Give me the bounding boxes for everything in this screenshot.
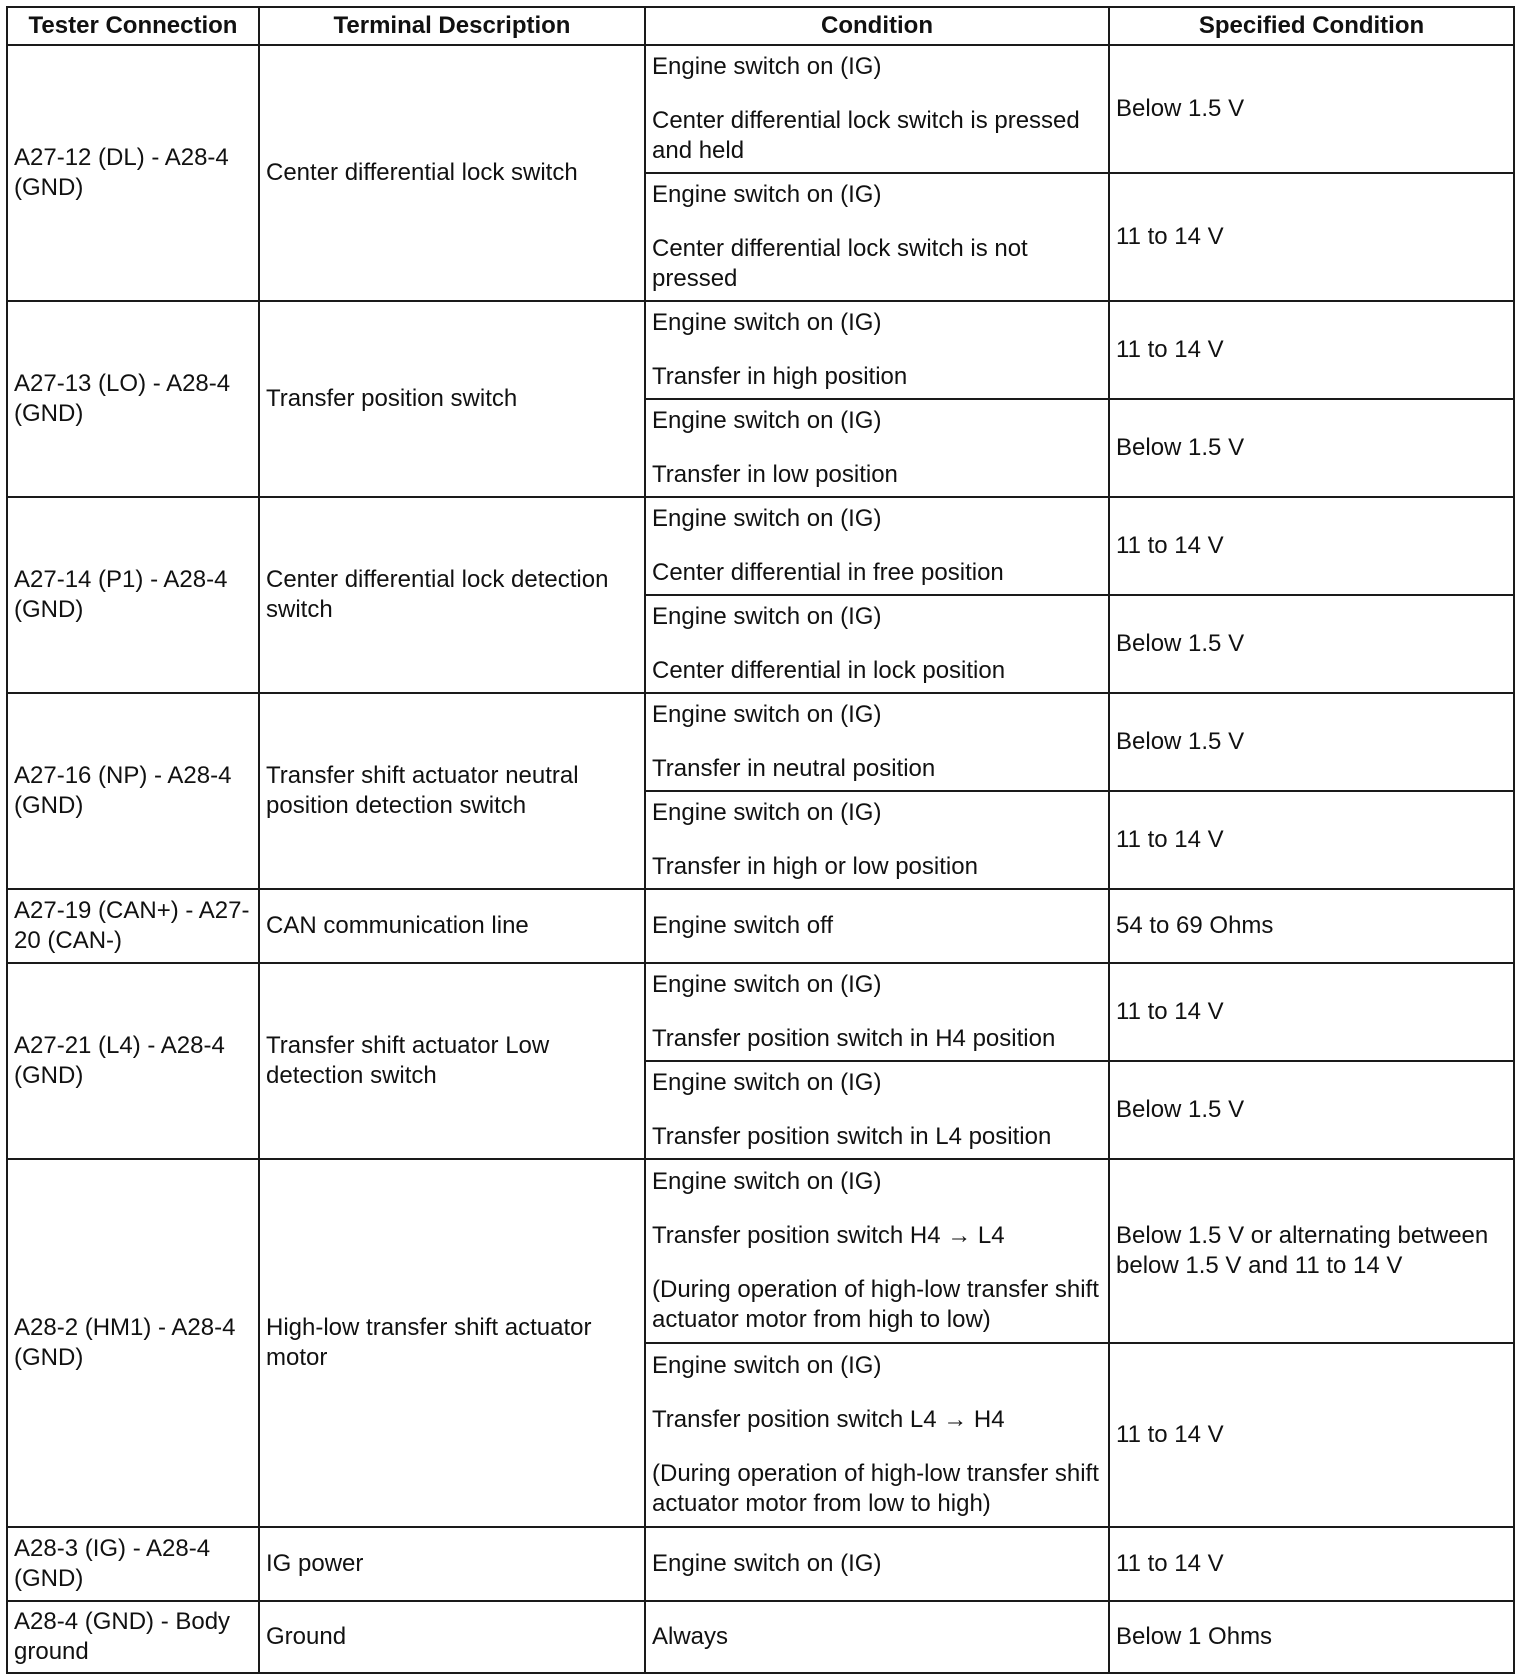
condition-line: Transfer position switch H4 → L4 — [652, 1222, 1005, 1249]
condition-line: Center differential in free position — [652, 559, 1004, 586]
table-body — [7, 45, 1514, 1673]
condition-line: Engine switch on (IG) — [652, 407, 882, 434]
tester-connection-cell: A27-14 (P1) - A28-4 (GND) — [7, 497, 259, 693]
table-row — [7, 45, 1514, 173]
condition-line: Engine switch on (IG) — [652, 603, 882, 630]
header-tester-connection: Tester Connection — [7, 7, 259, 45]
table-row — [7, 889, 1514, 963]
condition-line: Center differential in lock position — [652, 657, 1006, 684]
specified-condition-cell: 11 to 14 V — [1109, 963, 1514, 1061]
tester-connection-cell: A27-19 (CAN+) - A27-20 (CAN-) — [7, 889, 259, 963]
terminal-description-cell: Transfer shift actuator Low detection switch — [259, 963, 645, 1159]
terminal-spec-table — [6, 6, 1515, 1674]
terminal-description-cell: Transfer position switch — [259, 301, 645, 497]
terminal-description-cell: Center differential lock switch — [259, 45, 645, 301]
condition-cell — [645, 693, 1109, 791]
header-condition: Condition — [645, 7, 1109, 45]
specified-condition-cell: 11 to 14 V — [1109, 1527, 1514, 1601]
tester-connection-cell: A27-13 (LO) - A28-4 (GND) — [7, 301, 259, 497]
tester-connection-cell: A27-16 (NP) - A28-4 (GND) — [7, 693, 259, 889]
condition-line: Transfer in low position — [652, 461, 898, 488]
condition-line: Engine switch off — [652, 912, 833, 939]
specified-condition-cell: Below 1.5 V — [1109, 399, 1514, 497]
table-row — [7, 301, 1514, 399]
header-specified-condition: Specified Condition — [1109, 7, 1514, 45]
condition-cell — [645, 1343, 1109, 1527]
condition-line: Transfer in neutral position — [652, 755, 936, 782]
terminal-description-cell: Center differential lock detection switch — [259, 497, 645, 693]
condition-cell — [645, 1061, 1109, 1159]
condition-cell — [645, 1601, 1109, 1673]
terminal-description-cell: Transfer shift actuator neutral position detection switch — [259, 693, 645, 889]
condition-cell — [645, 301, 1109, 399]
condition-line: (During operation of high-low transfer shift actuator motor from high to low) — [652, 1276, 1099, 1333]
header-row — [7, 7, 1514, 45]
tester-connection-cell: A28-3 (IG) - A28-4 (GND) — [7, 1527, 259, 1601]
condition-line: Engine switch on (IG) — [652, 309, 882, 336]
specified-condition-cell: 11 to 14 V — [1109, 791, 1514, 889]
condition-line: Engine switch on (IG) — [652, 1168, 882, 1195]
specified-condition-cell: Below 1.5 V — [1109, 595, 1514, 693]
table-row — [7, 497, 1514, 595]
specified-condition-cell: 11 to 14 V — [1109, 173, 1514, 301]
condition-line: Transfer position switch in H4 position — [652, 1025, 1056, 1052]
table-row — [7, 1527, 1514, 1601]
specified-condition-cell: 11 to 14 V — [1109, 1343, 1514, 1527]
condition-line: Transfer position switch L4 → H4 — [652, 1406, 1005, 1433]
condition-line: (During operation of high-low transfer shift actuator motor from low to high) — [652, 1460, 1099, 1517]
specified-condition-cell: 11 to 14 V — [1109, 301, 1514, 399]
terminal-description-cell: IG power — [259, 1527, 645, 1601]
condition-line: Transfer in high position — [652, 363, 908, 390]
specified-condition-cell: Below 1.5 V — [1109, 693, 1514, 791]
terminal-description-cell: Ground — [259, 1601, 645, 1673]
specified-condition-cell: Below 1.5 V — [1109, 45, 1514, 173]
terminal-description-cell: CAN communication line — [259, 889, 645, 963]
tester-connection-cell: A28-4 (GND) - Body ground — [7, 1601, 259, 1673]
specified-condition-cell: 54 to 69 Ohms — [1109, 889, 1514, 963]
condition-cell — [645, 45, 1109, 173]
condition-line: Center differential lock switch is pressed and held — [652, 107, 1080, 164]
specified-condition-cell: Below 1 Ohms — [1109, 1601, 1514, 1673]
condition-cell — [645, 889, 1109, 963]
condition-line: Engine switch on (IG) — [652, 799, 882, 826]
condition-cell — [645, 1159, 1109, 1343]
condition-line: Engine switch on (IG) — [652, 181, 882, 208]
condition-cell — [645, 1527, 1109, 1601]
condition-line: Transfer position switch in L4 position — [652, 1123, 1052, 1150]
tester-connection-cell: A27-21 (L4) - A28-4 (GND) — [7, 963, 259, 1159]
condition-cell — [645, 497, 1109, 595]
tester-connection-cell: A28-2 (HM1) - A28-4 (GND) — [7, 1159, 259, 1527]
condition-cell — [645, 595, 1109, 693]
condition-line: Engine switch on (IG) — [652, 701, 882, 728]
table-row — [7, 693, 1514, 791]
specified-condition-cell: Below 1.5 V or alternating between below 1.5 V and 11 to 14 V — [1109, 1159, 1514, 1343]
table-row — [7, 1601, 1514, 1673]
condition-cell — [645, 399, 1109, 497]
terminal-description-cell: High-low transfer shift actuator motor — [259, 1159, 645, 1527]
table-row — [7, 1159, 1514, 1343]
condition-line: Engine switch on (IG) — [652, 505, 882, 532]
condition-line: Center differential lock switch is not pressed — [652, 235, 1028, 292]
condition-cell — [645, 173, 1109, 301]
condition-line: Engine switch on (IG) — [652, 1550, 882, 1577]
specified-condition-cell: Below 1.5 V — [1109, 1061, 1514, 1159]
condition-line: Engine switch on (IG) — [652, 53, 882, 80]
condition-line: Engine switch on (IG) — [652, 1069, 882, 1096]
tester-connection-cell: A27-12 (DL) - A28-4 (GND) — [7, 45, 259, 301]
condition-line: Engine switch on (IG) — [652, 971, 882, 998]
header-terminal-description: Terminal Description — [259, 7, 645, 45]
condition-line: Transfer in high or low position — [652, 853, 978, 880]
table-row — [7, 963, 1514, 1061]
specified-condition-cell: 11 to 14 V — [1109, 497, 1514, 595]
condition-cell — [645, 963, 1109, 1061]
condition-cell — [645, 791, 1109, 889]
condition-line: Engine switch on (IG) — [652, 1352, 882, 1379]
condition-line: Always — [652, 1623, 729, 1650]
